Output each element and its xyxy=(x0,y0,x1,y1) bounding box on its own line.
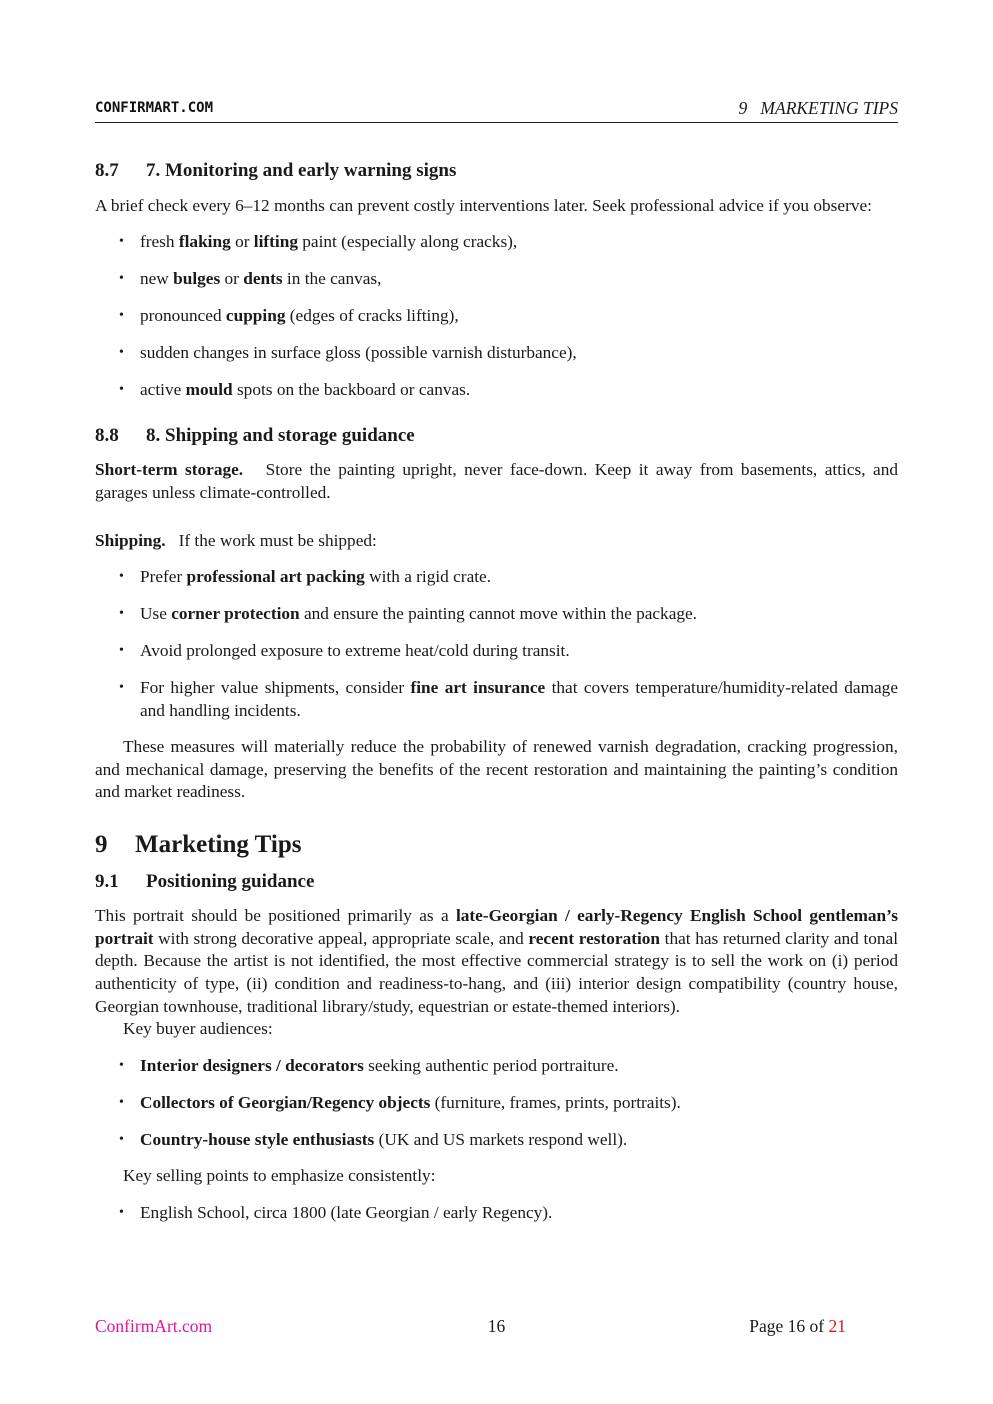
selling-points-list xyxy=(95,1202,898,1225)
list-item: • new bulges or dents in the canvas, xyxy=(95,268,898,291)
warning-signs-list xyxy=(95,231,898,402)
subsection-title: Positioning guidance xyxy=(146,870,315,892)
list-item: • Interior designers / decorators seeking authentic period portraiture. xyxy=(95,1055,898,1078)
list-item: • pronounced cupping (edges of cracks lifting), xyxy=(95,305,898,328)
paragraph-selling-label: Key selling points to emphasize consistently: xyxy=(123,1166,436,1186)
page-content xyxy=(95,160,898,1225)
shipping-list xyxy=(95,566,898,722)
audiences-list xyxy=(95,1055,898,1152)
list-item: • Avoid prolonged exposure to extreme heat/cold during transit. xyxy=(95,640,898,663)
footer-total-pages-link[interactable]: 21 xyxy=(828,1316,846,1336)
section-title: Marketing Tips xyxy=(135,831,302,859)
subsection-number: 8.8 xyxy=(95,424,119,446)
section-heading-9 xyxy=(95,831,898,859)
list-item: • active mould spots on the backboard or canvas. xyxy=(95,379,898,402)
footer-page-count: Page 16 of 21 xyxy=(749,1316,846,1336)
subsection-number: 9.1 xyxy=(95,870,119,892)
subsection-title: 8. Shipping and storage guidance xyxy=(146,424,415,446)
list-item: • fresh flaking or lifting paint (especially along cracks), xyxy=(95,231,898,254)
paragraph-storage: Short-term storage. Store the painting upright, never face-down. Keep it away from basements, attics, and garages unless climate-controlled. xyxy=(95,460,898,502)
list-item: • Country-house style enthusiasts (UK and US markets respond well). xyxy=(95,1129,898,1152)
section-number: 9 xyxy=(95,831,108,859)
header-rule xyxy=(95,122,898,123)
run-in-label: Shipping. xyxy=(95,530,166,550)
list-item: • Collectors of Georgian/Regency objects (furniture, frames, prints, portraits). xyxy=(95,1092,898,1115)
paragraph-shipping: Shipping. If the work must be shipped: xyxy=(95,530,377,550)
footer-site-link[interactable]: ConfirmArt.com xyxy=(95,1316,213,1336)
subsection-heading-8-8 xyxy=(95,425,898,448)
paragraph-audiences-label: Key buyer audiences: xyxy=(123,1019,273,1039)
header-section-label: 9 MARKETING TIPS xyxy=(738,98,898,118)
subsection-heading-8-7 xyxy=(95,160,898,183)
subsection-title: 7. Monitoring and early warning signs xyxy=(146,160,457,181)
list-item: • For higher value shipments, consider fine art insurance that covers temperature/humidity-related damage and handling incidents. xyxy=(95,677,898,722)
list-item: • sudden changes in surface gloss (possible varnish disturbance), xyxy=(95,342,898,365)
list-item: • Use corner protection and ensure the painting cannot move within the package. xyxy=(95,603,898,626)
footer-page-number: 16 xyxy=(487,1316,506,1336)
paragraph: A brief check every 6–12 months can prevent costly interventions later. Seek professional advice if you observe: xyxy=(95,195,872,215)
paragraph-positioning: This portrait should be positioned primarily as a late-Georgian / early-Regency English School gentleman’s portrait with strong decorative appeal, appropriate scale, and recent restoration that has returned clarity and tonal depth. Because the artist is not identified, the most effective commercial strategy is to sell the work on (i) period authenticity of type, (ii) condition and readiness-to-hang, and (iii) interior design compatibility (country house, Georgian townhouse, traditional library/study, equestrian or estate-themed interiors). xyxy=(95,906,899,1016)
subsection-number: 8.7 xyxy=(95,160,119,181)
list-item: • Prefer professional art packing with a rigid crate. xyxy=(95,566,898,589)
run-in-label: Short-term storage. xyxy=(95,460,244,480)
header-logo: CONFIRMART.COM xyxy=(95,100,214,116)
subsection-heading-9-1 xyxy=(95,871,898,894)
list-item: • English School, circa 1800 (late Georgian / early Regency). xyxy=(95,1202,898,1225)
paragraph-closing: These measures will materially reduce the probability of renewed varnish degradation, cracking progression, and mechanical damage, preserving the benefits of the recent restoration and maintaining the painting’s condition and market readiness. xyxy=(95,737,898,802)
